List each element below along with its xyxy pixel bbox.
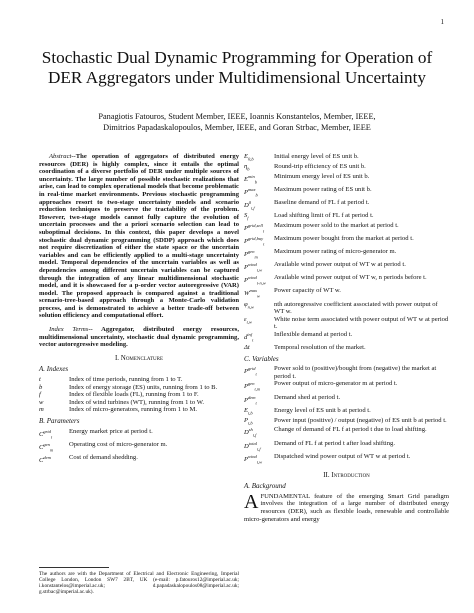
parameter-symbol: $P^{wind}_{t-n,w}$ <box>244 275 266 286</box>
parameter-definition: Maximum power rating of micro-generator m. <box>274 248 397 256</box>
index-row <box>39 376 239 384</box>
parameter-definition: Maximum power bought from the market at period t. <box>274 235 414 243</box>
parameter-symbol: $S_f$ <box>244 212 249 221</box>
variable-definition: Dispatched wind power output of WT w at period t. <box>274 452 411 460</box>
parameter-definition: Cost of demand shedding. <box>69 453 138 461</box>
intro-heading: II. Introduction <box>323 470 370 479</box>
parameter-row <box>39 428 239 441</box>
variable-definition: Demand of FL f at period t after load shifting. <box>274 439 395 447</box>
parameter-definition: nth autoregressive coefficient associated with power output of WT w. <box>274 300 438 316</box>
variable-row <box>244 440 449 453</box>
page-number: 1 <box>440 18 444 26</box>
variable-definition: Change of demand of FL f at period t due to load shifting. <box>274 426 427 434</box>
parameter-row <box>244 274 449 287</box>
authors-line-1: Panagiotis Fatouros, Student Member, IEEE, Ioannis Konstantelos, Member, IEEE, <box>98 112 376 121</box>
variable-row <box>244 453 449 466</box>
parameter-definition: Baseline demand of FL f at period t. <box>274 199 370 206</box>
variable-row <box>244 426 449 439</box>
parameter-row <box>244 186 449 199</box>
variable-symbol: $P^{wind}_{t,w}$ <box>244 453 263 465</box>
variable-definition: Demand shed at period t. <box>274 393 341 401</box>
parameter-symbol: Δt <box>244 344 250 352</box>
parameter-row <box>244 248 449 261</box>
parameter-symbol: $D^0_{t,f}$ <box>244 200 255 211</box>
intro-text: FUNDAMENTAL feature of the emerging Smart Grid paradigm involves the integration of a large number of distributed energy resources (DER), such as flexible loads, renewable and controllable micro-generators and energy <box>244 492 449 523</box>
index-symbol: t <box>39 376 41 384</box>
parameters-list <box>39 428 239 465</box>
variable-definition: Power input (positive) / output (negative) of ES unit b at period t. <box>274 416 447 424</box>
parameter-symbol: $P^{max}_b$ <box>244 186 258 198</box>
parameter-definition: Maximum power sold to the market at period t. <box>274 222 399 229</box>
variables-heading: C. Variables <box>244 354 279 363</box>
index-symbol: m <box>39 406 44 414</box>
parameter-definition: Available wind power output of WT w at period t. <box>274 261 406 269</box>
index-symbol: b <box>39 383 43 391</box>
parameter-row <box>244 235 449 248</box>
parameter-row <box>244 153 449 163</box>
right-column <box>244 153 449 523</box>
variable-row <box>244 394 449 407</box>
authors-line-2: Dimitrios Papadaskalopoulos, Member, IEEE, and Goran Strbac, Member, IEEE <box>103 122 371 132</box>
dropcap: A <box>244 490 259 513</box>
parameter-row <box>244 261 449 274</box>
variable-row <box>244 407 449 417</box>
background-heading: A. Background <box>244 482 286 491</box>
parameter-symbol: $P^{grid,sell}_t$ <box>244 223 265 234</box>
parameter-definition: Power capacity of WT w. <box>274 287 341 295</box>
parameter-symbol: $E_{0,b}$ <box>244 153 254 162</box>
index-row <box>39 384 239 392</box>
abstract-text: --The operation of aggregators of distributed energy resources (DER) is highly complex, since it entails the optimal coordination of a diverse portfolio of DER under multiple sources of uncertainty. The large number of possible stochastic realizations that arise, can lead to complex operational models that become problematic in real-time market environments. Previous stochastic programming approaches resort to two-stage uncertainty models and scenario reduction techniques to preserve the tractability of the problem. However, two-stage models cannot fully capture the evolution of uncertain processes and the a priori scenario selection can lead to suboptimal decisions. In this context, this paper develops a novel stochastic dual dynamic programming (SDDP) approach which does not require discretization of either the state space or the uncertain variables and can be efficiently applied to a multi-stage uncertainty model. Temporal dependencies of the uncertain variables as well as dependencies among different uncertain variables can be captured through the integration of any linear multidimensional stochastic model, and it is showcased for a p-order vector autoregressive (VAR) model. The proposed approach is compared against a traditional scenario-tree-based approach through a Monte-Carlo validation process, and is demonstrated to achieve a better trade-off between solution efficiency and computational effort. <box>39 153 239 320</box>
left-column <box>39 153 239 465</box>
parameter-symbol: $C^{grid}_t$ <box>39 428 53 440</box>
parameter-symbol: $P^{grid,buy}_t$ <box>244 236 265 247</box>
parameter-symbol: $W^{max}_w$ <box>244 288 261 299</box>
variable-definition: Power sold to (positive)/bought from (negative) the market at period t. <box>274 365 437 380</box>
index-symbol: f <box>39 391 41 399</box>
right-parameters-list <box>244 153 449 352</box>
variable-symbol: $P_{t,b}$ <box>244 416 253 425</box>
indexes-heading: A. Indexes <box>39 365 69 374</box>
index-terms-text: -- Aggregator, distributed energy resources, multidimensional uncertainty, stochastic dual dynamic programming, vector autoregressive modeling. <box>39 326 239 349</box>
intro-paragraph <box>244 490 449 523</box>
parameter-definition: Initial energy level of ES unit b. <box>274 153 359 160</box>
parameter-symbol: $\eta_b$ <box>244 162 250 172</box>
variables-list <box>244 365 449 465</box>
variable-symbol: $E_{t,b}$ <box>244 406 253 415</box>
parameter-symbol: $\varepsilon_{t,w}$ <box>244 315 252 325</box>
index-definition: Index of energy storage (ES) units, running from 1 to B. <box>69 383 218 391</box>
footnote-rule <box>39 567 109 568</box>
parameter-row <box>244 199 449 212</box>
abstract <box>39 153 239 320</box>
parameter-row <box>244 222 449 235</box>
index-symbol: w <box>39 398 44 406</box>
nomenclature-heading: I. Nomenclature <box>114 353 164 362</box>
abstract-label: Abstract <box>49 153 72 160</box>
index-row <box>39 406 239 414</box>
parameter-row <box>244 287 449 300</box>
parameter-row <box>244 331 449 344</box>
variable-definition: Power output of micro-generator m at period t. <box>274 380 398 388</box>
parameter-row <box>244 344 449 352</box>
parameter-symbol: $E^{min}_b$ <box>244 173 258 185</box>
parameter-definition: Operating cost of micro-generator m. <box>69 440 168 448</box>
parameter-definition: Maximum power rating of ES unit b. <box>274 185 372 193</box>
variable-definition: Energy level of ES unit b at period t. <box>274 406 371 414</box>
parameter-symbol: $C^{gen}_m$ <box>39 441 54 453</box>
parameter-row <box>39 441 239 454</box>
parameter-row <box>244 316 449 331</box>
index-terms-label: Index Terms <box>49 326 89 334</box>
variable-row <box>244 380 449 393</box>
parameters-heading: B. Parameters <box>39 417 80 425</box>
variable-row <box>244 417 449 427</box>
variable-symbol: $P^{gen}_{t,m}$ <box>244 381 261 392</box>
parameter-row <box>39 454 239 465</box>
variable-row <box>244 365 449 380</box>
variable-symbol: $D^{sh}_{t,f}$ <box>244 427 257 438</box>
variable-symbol: $P^{dem}_t$ <box>244 394 257 405</box>
parameter-row <box>244 173 449 186</box>
index-definition: Index of time periods, running from 1 to T. <box>69 376 183 384</box>
parameter-row <box>244 212 449 222</box>
footnote: The authors are with the Department of Electrical and Electronic Engineering, Imperial College London, London SW7 2BT, UK (e-mail: p.fatouros12@imperial.ac.uk; i.konstantelos@imperial.ac.uk; d.papadaskalopoulos08@imperial.ac.uk; g.strbac@imperial.ac.uk). <box>39 571 239 596</box>
parameter-definition: Inflexible demand at period t. <box>274 330 353 338</box>
authors <box>40 112 434 133</box>
paper-title: Stochastic Dual Dynamic Programming for Operation of DER Aggregators under Multidimensional Uncertainty <box>41 48 433 87</box>
indexes-list <box>39 376 239 414</box>
parameter-symbol: $d^{inf}_t$ <box>244 331 254 343</box>
variable-symbol: $P^{grid}_t$ <box>244 366 257 377</box>
index-row <box>39 391 239 399</box>
index-definition: Index of micro-generators, running from 1 to M. <box>69 406 197 414</box>
index-terms <box>39 326 239 349</box>
parameter-symbol: $P^{gen}_m$ <box>244 249 258 260</box>
index-definition: Index of wind turbines (WT), running from 1 to W. <box>69 398 204 406</box>
index-row <box>39 399 239 407</box>
parameter-definition: Energy market price at period t. <box>69 427 153 435</box>
parameter-symbol: $P^{wind}_{t,w}$ <box>244 262 263 273</box>
parameter-definition: White noise term associated with power output of WT w at period t. <box>274 315 449 331</box>
parameter-symbol: $\varphi_{n,w}$ <box>244 300 255 309</box>
parameter-symbol: $C^{dem}$ <box>39 454 51 464</box>
parameter-row <box>244 163 449 173</box>
index-definition: Index of flexible loads (FL), running from 1 to F. <box>69 391 199 399</box>
parameter-row <box>244 301 449 316</box>
variable-symbol: $D^{total}_{t,f}$ <box>244 440 261 451</box>
parameter-definition: Round-trip efficiency of ES unit b. <box>274 162 366 170</box>
parameter-definition: Available wind power output of WT w, n periods before t. <box>274 274 427 282</box>
parameter-definition: Load shifting limit of FL f at period t. <box>274 212 374 220</box>
parameter-definition: Temporal resolution of the market. <box>274 344 366 352</box>
parameter-definition: Minimum energy level of ES unit b. <box>274 172 370 180</box>
